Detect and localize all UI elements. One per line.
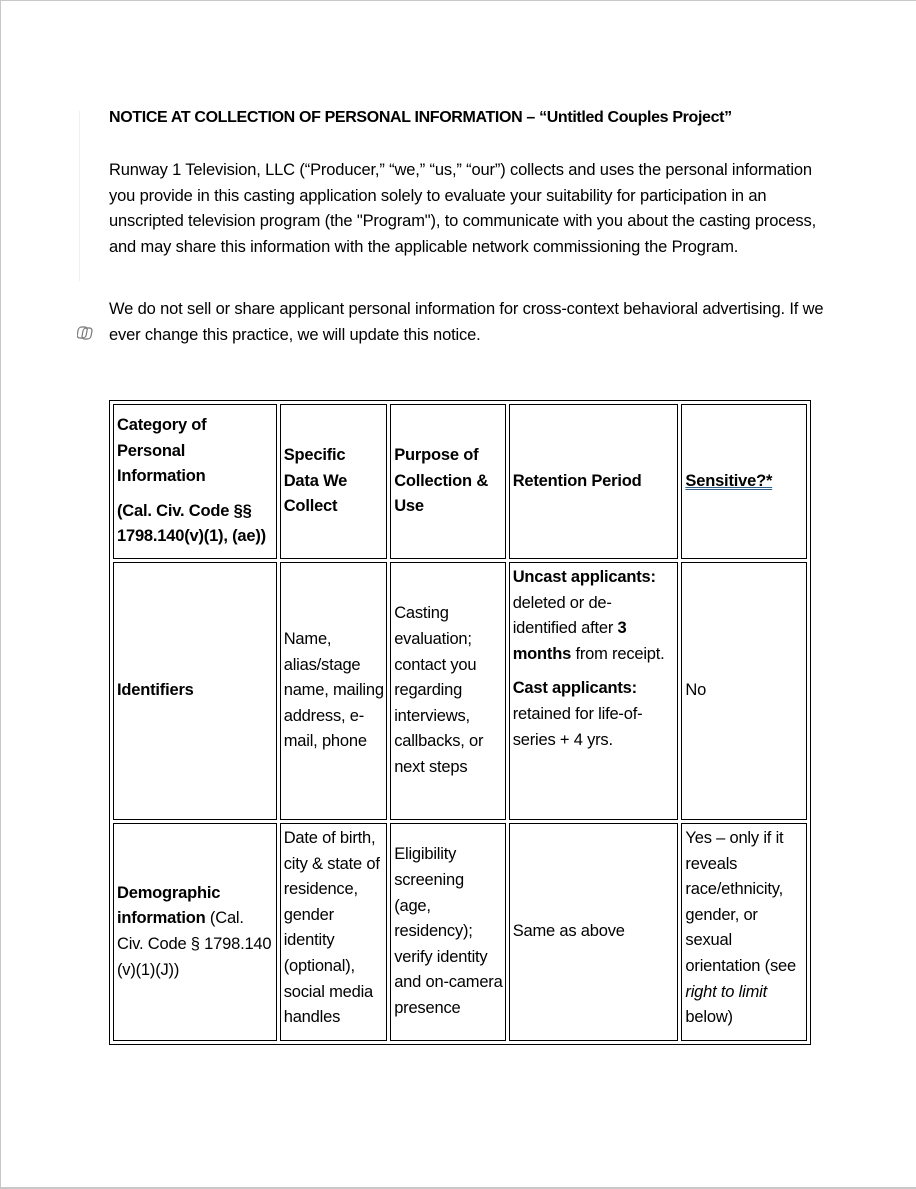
right-to-limit-ref: right to limit — [685, 982, 767, 1001]
personal-information-table — [109, 400, 811, 1045]
category-citation: (Cal. Civ. Code § 1798.140 (v)(1)(J)) — [117, 909, 272, 979]
header-sensitive — [681, 404, 807, 559]
uncast-duration: 3 months — [512, 619, 627, 663]
uncast-text-end: from receipt. — [571, 644, 665, 663]
sensitive-footnote-link[interactable]: Sensitive?* — [685, 471, 773, 490]
cell-purpose: Casting evaluation; contact you regarding interviews, callbacks, or next steps — [390, 562, 506, 820]
cell-category — [113, 823, 277, 1041]
uncast-label: Uncast applicants: — [512, 568, 656, 586]
cell-category — [113, 562, 277, 820]
header-category-label: Category of Personal Information — [117, 416, 207, 486]
header-category-citation: (Cal. Civ. Code §§ 1798.140(v)(1), (ae)) — [117, 501, 266, 546]
cell-sensitive — [681, 823, 807, 1041]
table-row — [113, 562, 807, 820]
copilot-icon[interactable] — [77, 325, 95, 341]
sensitive-text-end: below) — [685, 1008, 733, 1027]
header-category — [113, 404, 277, 559]
margin-guide — [79, 111, 80, 281]
table-header-row — [113, 404, 807, 559]
cell-purpose: Eligibility screening (age, residency); verify identity and on-camera presence — [390, 823, 506, 1041]
category-name: Identifiers — [117, 681, 194, 700]
no-sale-paragraph: We do not sell or share applicant personal information for cross-context behavioral advertising. If we ever change this practice, we will update this notice. — [109, 300, 824, 344]
category-name: Demographic information — [117, 883, 221, 928]
header-specific-data: Specific Data We Collect — [280, 404, 387, 559]
cell-retention: Same as above — [509, 823, 679, 1041]
cell-sensitive: No — [681, 562, 807, 820]
cast-label: Cast applicants: — [512, 679, 637, 698]
sensitive-text: Yes – only if it reveals race/ethnicity, gender, or sexual orientation (see — [685, 829, 796, 975]
notice-title: NOTICE AT COLLECTION OF PERSONAL INFORMATION – “Untitled Couples Project” — [109, 109, 732, 126]
table-row — [113, 823, 807, 1041]
retention-uncast — [513, 565, 676, 667]
cell-retention — [509, 562, 679, 820]
cast-text: retained for life-of-series + 4 yrs. — [512, 704, 643, 749]
retention-cast — [513, 676, 676, 753]
header-retention: Retention Period — [509, 404, 679, 559]
intro-paragraph: Runway 1 Television, LLC (“Producer,” “we,” “us,” “our”) collects and uses the personal information you provide in this casting application solely to evaluate your suitability for participation in an unscripted television program (the "Program"), to communicate with you about the casting process, and may share this information with the applicable network commissioning the Program. — [109, 161, 817, 256]
cell-specific-data: Name, alias/stage name, mailing address, e-mail, phone — [280, 562, 387, 820]
header-purpose: Purpose of Collection & Use — [390, 404, 506, 559]
cell-specific-data: Date of birth, city & state of residence, gender identity (optional), social media handles — [280, 823, 387, 1041]
uncast-text: deleted or de-identified after — [512, 593, 618, 638]
